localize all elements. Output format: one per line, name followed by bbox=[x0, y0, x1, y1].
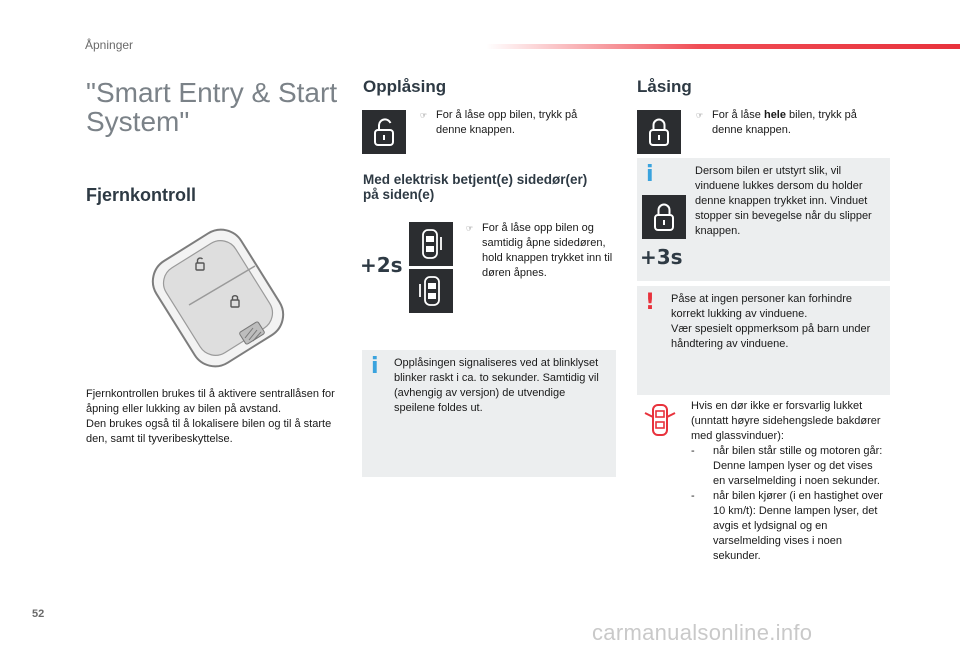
watermark: carmanualsonline.info bbox=[592, 620, 813, 645]
section-header: Åpninger bbox=[85, 38, 134, 52]
unlock-info-box bbox=[362, 350, 616, 477]
lock-warning-line-2: Vær spesielt oppmerksom på barn under håndtering av vinduene. bbox=[671, 323, 871, 350]
lock-info-text: Dersom bilen er utstyrt slik, vil vinduene lukkes dersom du holder denne knappen trykket inn. Vinduet stopper sin bevegelse når du slipper knappen. bbox=[695, 165, 872, 237]
side-door-subheading: Med elektrisk betjent(e) sidedør(er) på siden(e) bbox=[363, 172, 588, 202]
timer-2s-icon: +2s bbox=[360, 253, 403, 277]
unlock-info-text: Opplåsingen signaliseres ved at blinklyset blinker raskt i ca. to sekunder. Samtidig vil (avhengig av versjon) de utvendige speilene foldes ut. bbox=[394, 357, 599, 414]
unlock-instruction bbox=[420, 108, 605, 138]
lock-warning-text bbox=[671, 292, 883, 352]
remote-heading: Fjernkontroll bbox=[86, 185, 197, 205]
unlock-heading: Opplåsing bbox=[363, 77, 447, 96]
page-title: "Smart Entry & Start System" bbox=[86, 77, 338, 137]
door-warning-description bbox=[691, 399, 886, 564]
hand-pointer-icon: ☞ bbox=[420, 111, 428, 120]
exclamation-icon: ! bbox=[645, 290, 656, 315]
side-door-instruction bbox=[466, 221, 616, 281]
door-warning-list bbox=[691, 444, 886, 564]
remote-paragraph-2: Den brukes også til å lokalisere bilen og til å starte den, samt til tyveribeskyttelse. bbox=[86, 418, 332, 445]
list-item: - når bilen står stille og motoren går: Denne lampen lyser og det vises en varselmelding i noen sekunder. bbox=[691, 444, 886, 489]
car-side-door-icon bbox=[409, 222, 453, 266]
lock-heading: Låsing bbox=[637, 77, 692, 96]
key-fob-remote-icon bbox=[143, 228, 293, 368]
lock-warning-box bbox=[637, 286, 890, 395]
info-icon: i bbox=[371, 354, 379, 379]
lock-info-box bbox=[637, 158, 890, 281]
lock-warning-line-1: Påse at ingen personer kan forhindre korrekt lukking av vinduene. bbox=[671, 293, 853, 320]
padlock-closed-icon bbox=[637, 110, 681, 154]
hand-pointer-icon: ☞ bbox=[696, 111, 704, 120]
list-item: - når bilen kjører (i en hastighet over 10 km/t): Denne lampen lyser, det avgis et lydsignal og en varselmelding vises i noen sekunder. bbox=[691, 489, 886, 564]
info-icon: i bbox=[646, 162, 654, 187]
hand-pointer-icon: ☞ bbox=[466, 224, 474, 233]
side-door-instruction-text: For å låse opp bilen og samtidig åpne sidedøren, hold knappen trykket inn til døren åpnes. bbox=[482, 222, 613, 279]
unlock-instruction-text: For å låse opp bilen, trykk på denne knappen. bbox=[436, 109, 578, 136]
remote-paragraph-1: Fjernkontrollen brukes til å aktivere sentrallåsen for åpning eller lukking av bilen på avstand. bbox=[86, 388, 335, 415]
page-number: 52 bbox=[32, 608, 45, 620]
car-door-open-warning-icon bbox=[642, 402, 678, 438]
padlock-open-icon bbox=[362, 110, 406, 154]
lock-instruction-text: For å låse hele bilen, trykk på denne knappen. bbox=[712, 109, 857, 136]
lock-instruction bbox=[696, 108, 881, 138]
header-accent-bar bbox=[486, 44, 960, 49]
timer-3s-icon: +3s bbox=[640, 245, 683, 269]
door-warning-intro: Hvis en dør ikke er forsvarlig lukket (unntatt høyre sidehengslede bakdører med glassvinduer): bbox=[691, 400, 881, 442]
car-side-door-icon bbox=[409, 269, 453, 313]
remote-description bbox=[86, 387, 346, 447]
padlock-closed-icon bbox=[642, 195, 686, 239]
